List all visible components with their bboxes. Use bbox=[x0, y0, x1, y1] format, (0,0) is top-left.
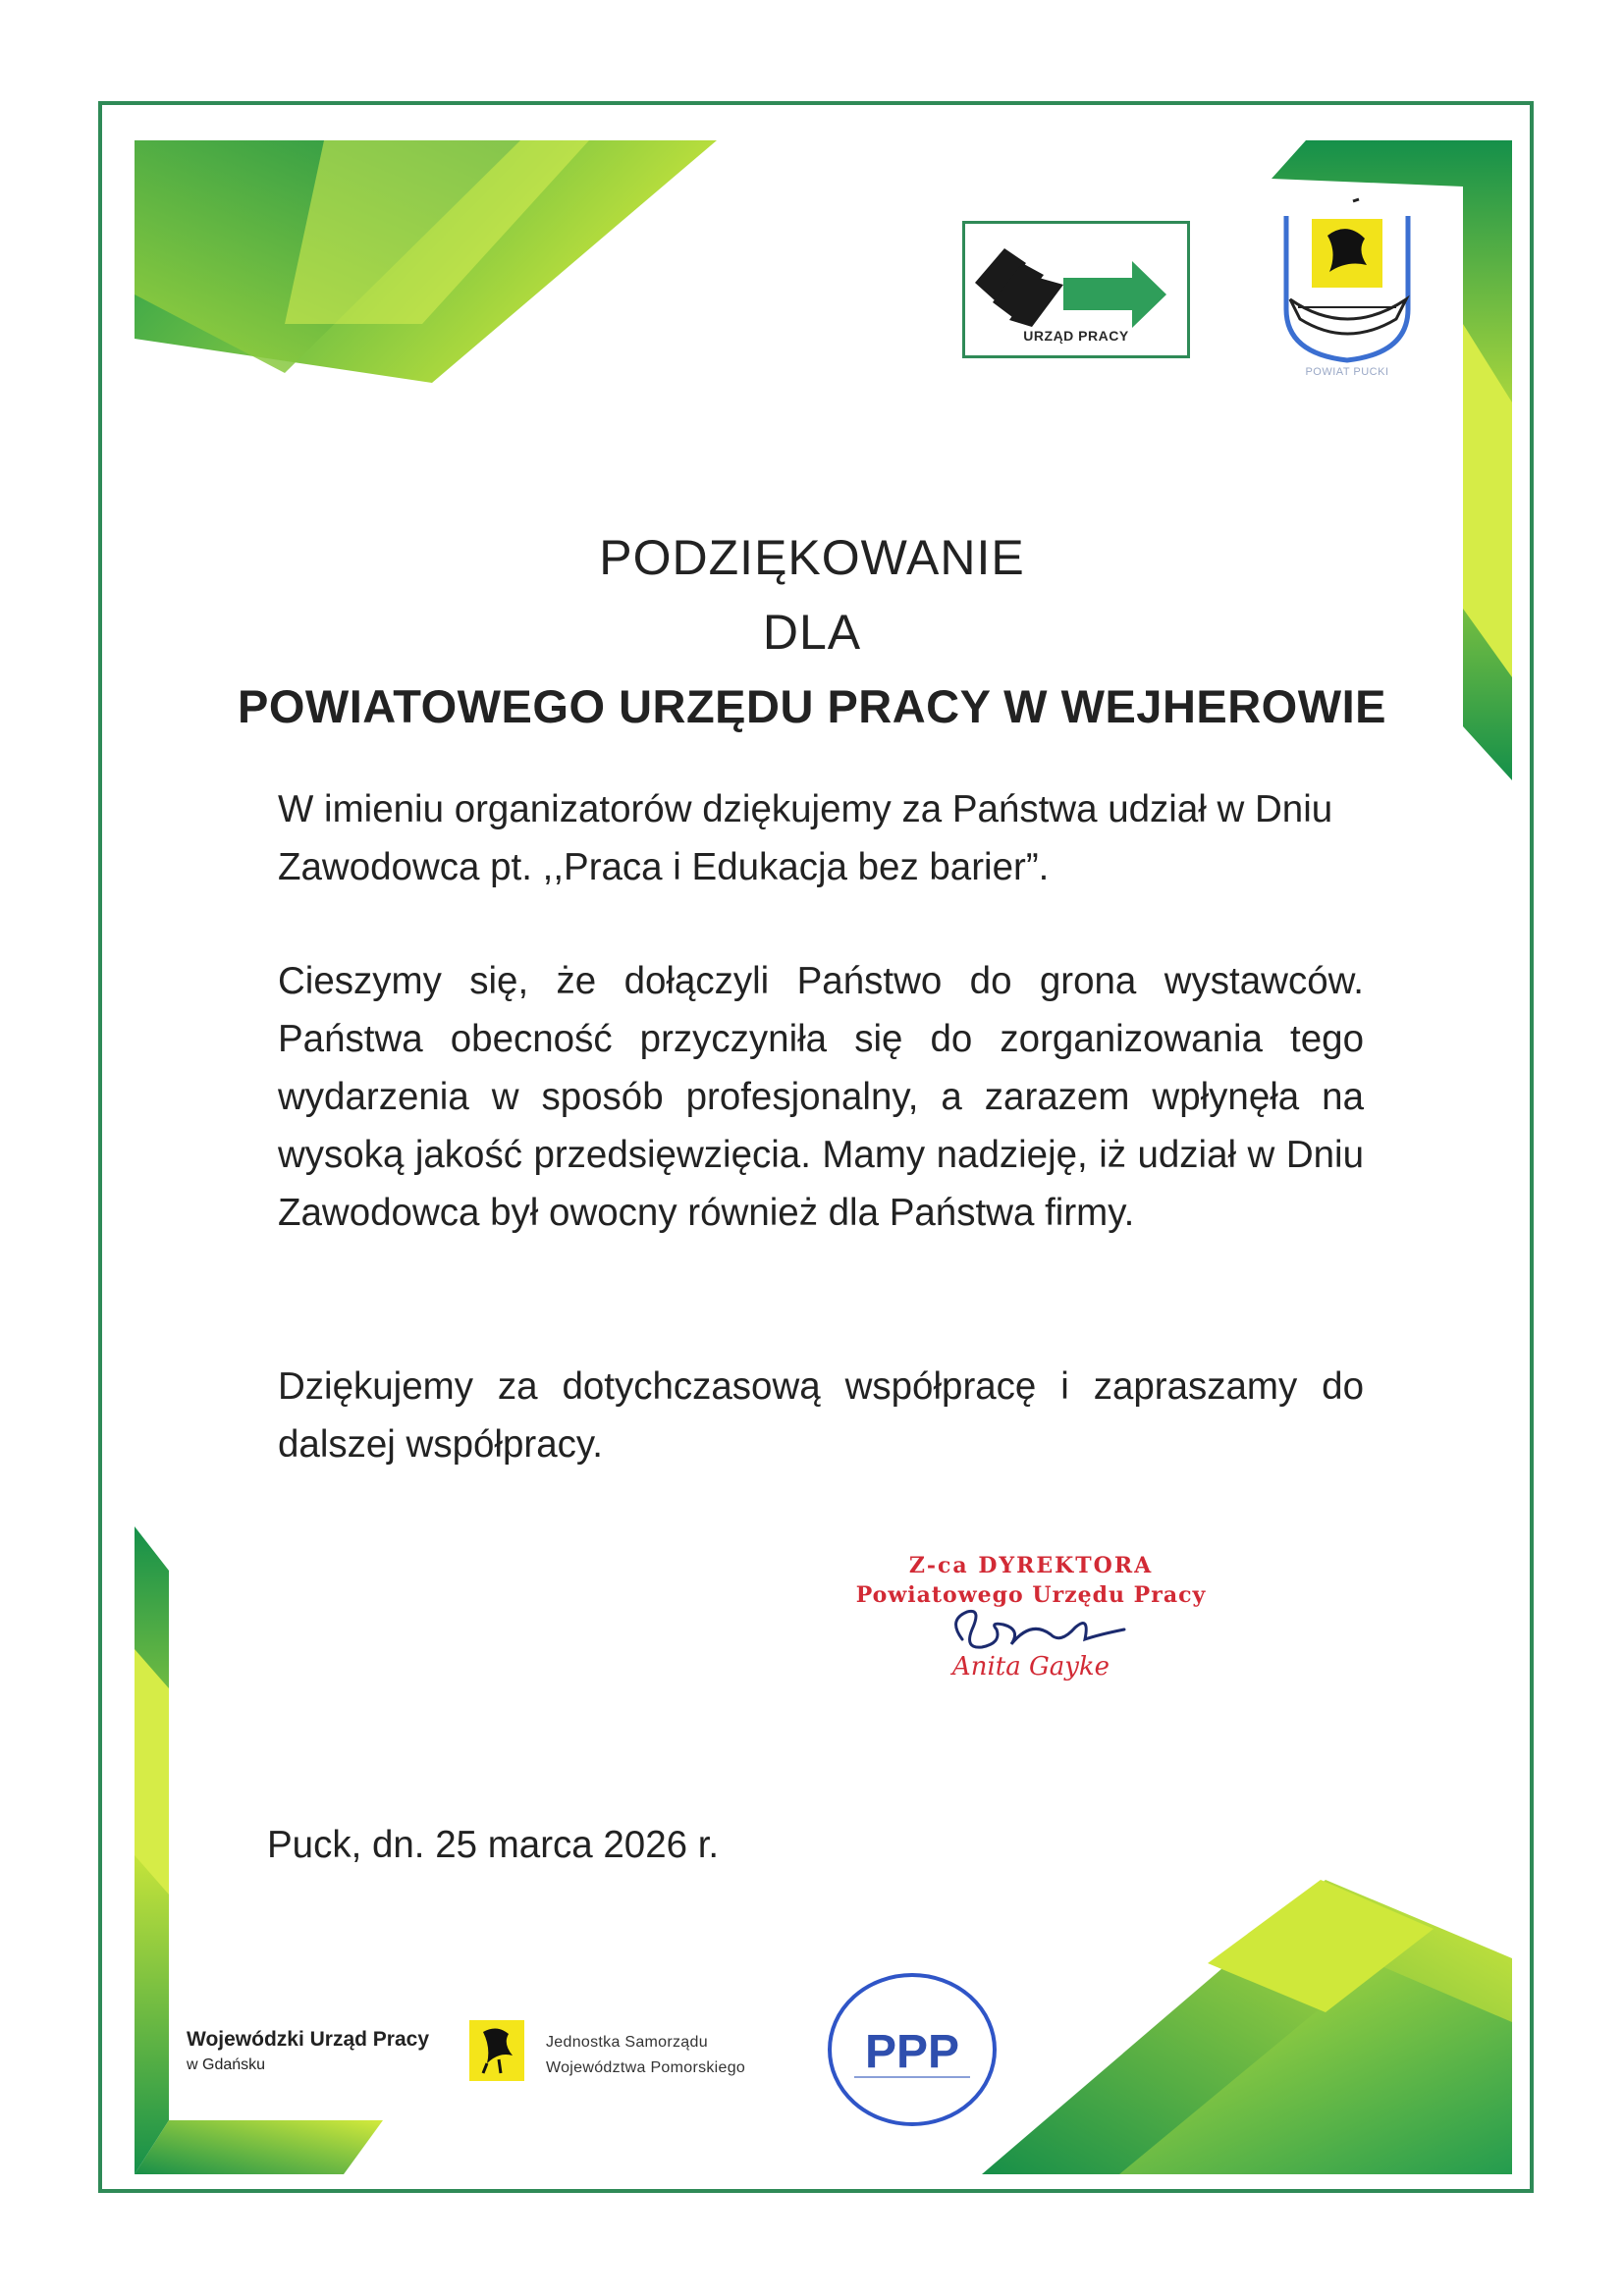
powiat-pucki-logo bbox=[1269, 191, 1426, 388]
urzad-pracy-logo-text: URZĄD PRACY bbox=[1023, 328, 1129, 344]
document-heading bbox=[157, 520, 1467, 744]
griffin-icon bbox=[469, 2020, 524, 2081]
pomorskie-griffin-icon bbox=[469, 2020, 524, 2081]
stamp-institution: Powiatowego Urzędu Pracy bbox=[855, 1582, 1207, 1608]
body-paragraph-3: Dziękujemy za dotychczasową współpracę i zapraszamy do dalszej współpracy. bbox=[278, 1365, 1364, 1466]
urzad-pracy-logo bbox=[962, 221, 1190, 358]
ppp-circle-icon bbox=[825, 1971, 1000, 2128]
footer-wup-name: Wojewódzki Urząd Pracy bbox=[187, 2028, 430, 2051]
powiat-pucki-logo-text: POWIAT PUCKI bbox=[1305, 366, 1389, 378]
ppp-logo bbox=[825, 1971, 1000, 2128]
footer-jst-line1: Jednostka Samorządu bbox=[546, 2034, 708, 2051]
date-and-place: Puck, dn. 25 marca 2026 r. bbox=[267, 1824, 720, 1866]
body-paragraph-2: Cieszymy się, że dołączyli Państwo do grona wystawców. Państwa obecność przyczyniła się do zorganizowania tego wydarzenia w sposób profesjonalny, a zarazem wpłynęła na wysoką jakość przedsięwzięcia. Mamy nadzieję, iż udział w Dniu Zawodowca był owocny również dla Państwa firmy. bbox=[278, 960, 1364, 1234]
footer-wup-logo bbox=[187, 2026, 429, 2077]
stamp-title: Z-ca DYREKTORA bbox=[908, 1553, 1154, 1578]
stamp-name: Anita Gayke bbox=[951, 1652, 1110, 1682]
handwritten-signature-icon bbox=[943, 1600, 1139, 1669]
body-paragraph-1: W imieniu organizatorów dziękujemy za Państwa udział w Dniu Zawodowca pt. ,,Praca i Edukacja bez barier”. bbox=[278, 788, 1333, 888]
footer-jst-text bbox=[546, 2030, 745, 2081]
heading-recipient: POWIATOWEGO URZĘDU PRACY W WEJHEROWIE bbox=[237, 680, 1387, 732]
footer-jst-line2: Województwa Pomorskiego bbox=[546, 2059, 746, 2076]
ppp-logo-text: PPP bbox=[864, 2026, 960, 2078]
heading-preposition: DLA bbox=[762, 605, 862, 660]
heading-title: PODZIĘKOWANIE bbox=[599, 530, 1025, 585]
footer-wup-city: w Gdańsku bbox=[187, 2056, 266, 2073]
powiat-crest-icon bbox=[1269, 191, 1426, 368]
